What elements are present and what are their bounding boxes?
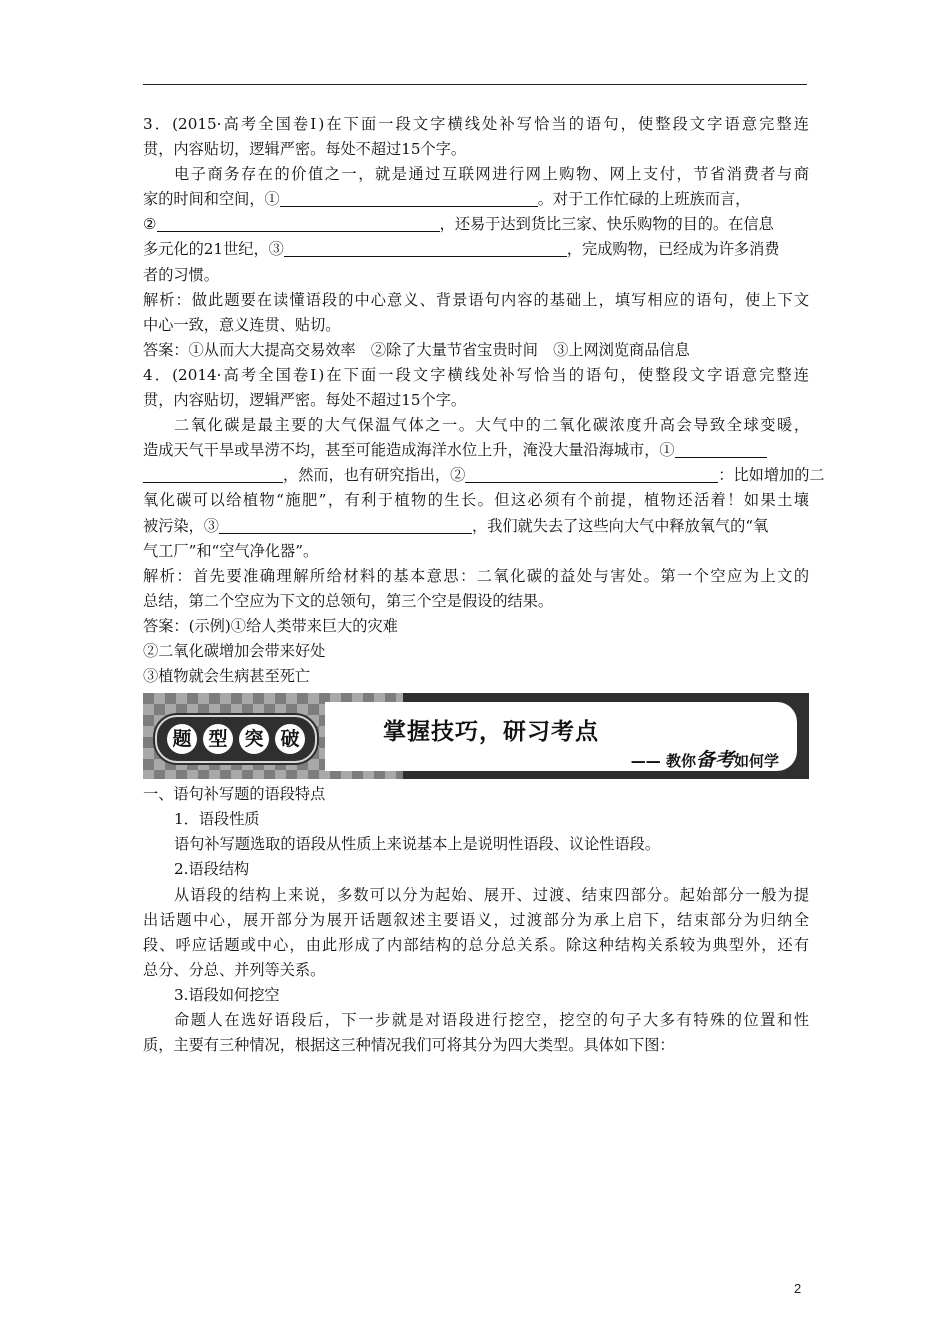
sub-para-3-1: 命题人在选好语段后，下一步就是对语段进行挖空，挖空的句子大多有特殊的位置和性 (174, 1011, 809, 1029)
q3-answer: 答案：①从而大大提高交易效率 ②除了大量节省宝贵时间 ③上网浏览商品信息 (143, 340, 690, 359)
blank-5[interactable] (465, 466, 718, 483)
section-banner (143, 693, 809, 779)
pill-char: 型 (203, 724, 233, 754)
q3-line-2: 贯，内容贴切，逻辑严密。每处不超过15个字。 (143, 140, 467, 159)
q4-para-6: 气工厂”和“空气净化器”。 (143, 541, 319, 560)
q3-para-1: 电子商务存在的价值之一，就是通过互联网进行网上购物、网上支付，节省消费者与商 (174, 165, 809, 184)
blank-4b[interactable] (143, 466, 283, 483)
sub-heading-2: 2.语段结构 (174, 860, 250, 879)
q4-answer-1: 答案：(示例)①给人类带来巨大的灾难 (143, 616, 398, 635)
sub-para-2-3: 段、呼应话题或中心，由此形成了内部结构的总分总关系。除这种结构关系较为典型外，还有 (143, 935, 809, 954)
q4-para-4: 氧化碳可以给植物“施肥”，有利于植物的生长。但这必须有个前提，植物还活着！如果土壤 (143, 491, 809, 510)
blank-3[interactable] (284, 240, 567, 257)
q4-para-1: 二氧化碳是最主要的大气保温气体之一。大气中的二氧化碳浓度升高会导致全球变暖， (174, 416, 809, 435)
q3-analysis-2: 中心一致，意义连贯、贴切。 (143, 315, 341, 334)
pill-char: 突 (239, 724, 269, 754)
section-heading: 一、语句补写题的语段特点 (143, 785, 326, 804)
sub-para-3-2: 质，主要有三种情况，根据这三种情况我们可将其分为四大类型。具体如下图： (143, 1036, 675, 1055)
banner-subtitle: —— 教你备考如何学 (630, 749, 779, 772)
blank-4a[interactable] (675, 441, 767, 458)
q3-para-5: 者的习惯。 (143, 265, 219, 284)
q4-answer-3: ③植物就会生病甚至死亡 (143, 667, 311, 686)
header-rule (143, 84, 807, 85)
q3-para-2: 家的时间和空间，① 。对于工作忙碌的上班族而言， (143, 190, 751, 209)
q3-para-4: 多元化的21世纪，③ ，完成购物，已经成为许多消费 (143, 240, 780, 259)
page-content (143, 112, 825, 1058)
page-number: 2 (794, 1281, 802, 1296)
sub-heading-1: 1．语段性质 (174, 810, 260, 829)
q4-analysis-2: 总结，第二个空应为下文的总领句，第三个空是假设的结果。 (143, 591, 554, 610)
sub-para-2-1: 从语段的结构上来说，多数可以分为起始、展开、过渡、结束四部分。起始部分一般为提 (174, 885, 809, 904)
sub-para-1: 语句补写题选取的语段从性质上来说基本上是说明性语段、议论性语段。 (174, 835, 660, 854)
q3-analysis-1: 解析：做此题要在读懂语段的中心意义、背景语句内容的基础上，填写相应的语句，使上下文 (143, 290, 809, 309)
blank-1[interactable] (280, 190, 538, 207)
q4-para-5: 被污染，③ ，我们就失去了这些向大气中释放氧气的“氧 (143, 516, 769, 535)
q4-para-3: ，然而，也有研究指出，② ：比如增加的二 (143, 463, 809, 488)
banner-title: 掌握技巧，研习考点 (383, 719, 599, 746)
q3-line-1: 3．(2015·高考全国卷Ⅰ)在下面一段文字横线处补写恰当的语句，使整段文字语意完整连 (143, 115, 809, 133)
blank-2[interactable] (157, 215, 440, 232)
q4-line-1: 4．(2014·高考全国卷Ⅰ)在下面一段文字横线处补写恰当的语句，使整段文字语意完整连 (143, 365, 809, 384)
q4-para-2: 造成天气干旱或旱涝不均，甚至可能造成海洋水位上升，淹没大量沿海城市，① (143, 438, 809, 463)
sub-para-2-4: 总分、分总、并列等关系。 (143, 960, 326, 979)
q3-para-3: ② ，还易于达到货比三家、快乐购物的目的。在信息 (143, 215, 774, 234)
q4-line-2: 贯，内容贴切，逻辑严密。每处不超过15个字。 (143, 391, 467, 410)
pill-char: 破 (275, 724, 305, 754)
q4-analysis-1: 解析：首先要准确理解所给材料的基本意思：二氧化碳的益处与害处。第一个空应为上文的 (143, 566, 809, 585)
sub-para-2-2: 出话题中心，展开部分为展开话题叙述主要语义，过渡部分为承上启下，结束部分为归纳全 (143, 910, 809, 929)
pill-char: 题 (167, 724, 197, 754)
sub-heading-3: 3.语段如何挖空 (174, 985, 280, 1004)
banner-pill (155, 715, 317, 763)
blank-6[interactable] (219, 517, 472, 534)
q4-answer-2: ②二氧化碳增加会带来好处 (143, 641, 326, 660)
